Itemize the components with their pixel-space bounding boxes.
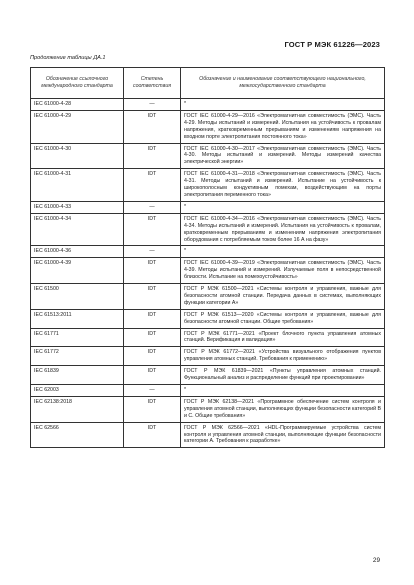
page-number: 29 — [372, 557, 380, 564]
title-cell: * — [181, 246, 385, 258]
degree-cell: IDT — [124, 328, 181, 347]
standard-cell: IEC 61839 — [31, 366, 124, 385]
standard-cell: IEC 61000-4-28 — [31, 99, 124, 111]
degree-cell: IDT — [124, 169, 181, 202]
standard-cell: IEC 62003 — [31, 385, 124, 397]
title-cell: ГОСТ Р МЭК 61771—2021 «Проект блочного пункта управления атомных станций. Верификация и валидация» — [181, 328, 385, 347]
degree-cell: — — [124, 99, 181, 111]
table-row — [31, 284, 385, 310]
table-row — [31, 258, 385, 284]
title-cell: * — [181, 99, 385, 111]
column-header-international-standard: Обозначение ссылочного международного стандарта — [31, 68, 124, 99]
standard-cell: IEC 61000-4-30 — [31, 143, 124, 169]
table-row — [31, 385, 385, 397]
standard-cell: IEC 61771 — [31, 328, 124, 347]
table-header-row — [31, 68, 385, 99]
column-header-national-standard: Обозначение и наименование соответствующего национального, межгосударственного стандарта — [181, 68, 385, 99]
standard-cell: IEC 61000-4-33 — [31, 201, 124, 213]
column-header-degree: Степень соответствия — [124, 68, 181, 99]
degree-cell: IDT — [124, 396, 181, 422]
degree-cell: IDT — [124, 347, 181, 366]
standard-cell: IEC 62566 — [31, 422, 124, 448]
degree-cell: IDT — [124, 110, 181, 143]
title-cell: ГОСТ IEC 61000-4-29—2016 «Электромагнитная совместимость (ЭМС). Часть 4-29. Методы испытаний и измерений. Испытания на устойчивость к провалам напряжения, кратковременным прерываниям и изменениям напряжения на входном порте электропитания постоянного тока» — [181, 110, 385, 143]
standard-cell: IEC 61000-4-36 — [31, 246, 124, 258]
reference-standards-table — [30, 67, 385, 448]
table-row — [31, 201, 385, 213]
degree-cell: IDT — [124, 366, 181, 385]
title-cell: ГОСТ Р МЭК 62566—2021 «HDL-Программируемые устройства систем контроля и управления атомной станции, выполняющие функции безопасности категории А. Требования к разработке» — [181, 422, 385, 448]
table-row — [31, 110, 385, 143]
standard-cell: IEC 61000-4-29 — [31, 110, 124, 143]
degree-cell: — — [124, 246, 181, 258]
table-row — [31, 309, 385, 328]
document-code: ГОСТ Р МЭК 61226—2023 — [284, 40, 380, 49]
table-row — [31, 328, 385, 347]
standard-cell: IEC 61000-4-31 — [31, 169, 124, 202]
table-row — [31, 422, 385, 448]
degree-cell: IDT — [124, 422, 181, 448]
degree-cell: IDT — [124, 213, 181, 246]
table-row — [31, 246, 385, 258]
standard-cell: IEC 62138:2018 — [31, 396, 124, 422]
table-row — [31, 169, 385, 202]
title-cell: ГОСТ Р МЭК 61772—2021 «Устройства визуального отображения пунктов управления атомных станций. Требования к применению» — [181, 347, 385, 366]
degree-cell: IDT — [124, 309, 181, 328]
degree-cell: IDT — [124, 143, 181, 169]
table-row — [31, 396, 385, 422]
table-body — [31, 99, 385, 448]
degree-cell: — — [124, 201, 181, 213]
standard-cell: IEC 61000-4-39 — [31, 258, 124, 284]
table-continuation-label: Продолжение таблицы ДА.1 — [30, 55, 106, 61]
standard-cell: IEC 61513:2011 — [31, 309, 124, 328]
standard-cell: IEC 61000-4-34 — [31, 213, 124, 246]
title-cell: ГОСТ Р МЭК 61839—2021 «Пункты управления атомных станций. Функциональный анализ и распределение функций при проектировании» — [181, 366, 385, 385]
title-cell: ГОСТ Р МЭК 61500—2021 «Системы контроля и управления, важные для безопасности атомной станции. Передача данных в системах, выполняющих функции категории А» — [181, 284, 385, 310]
standard-cell: IEC 61772 — [31, 347, 124, 366]
degree-cell: IDT — [124, 258, 181, 284]
title-cell: * — [181, 201, 385, 213]
title-cell: ГОСТ IEC 61000-4-31—2018 «Электромагнитная совместимость (ЭМС). Часть 4-31. Методы испытаний и измерений. Испытание на устойчивость к широкополосным кондуктивным помехам, воздействующим на порты электропитания переменного тока» — [181, 169, 385, 202]
title-cell: * — [181, 385, 385, 397]
degree-cell: — — [124, 385, 181, 397]
title-cell: ГОСТ Р МЭК 62138—2021 «Программное обеспечение систем контроля и управления атомной станции, выполняющих функции безопасности категорий В и С. Общие требования» — [181, 396, 385, 422]
table-row — [31, 99, 385, 111]
standard-cell: IEC 61500 — [31, 284, 124, 310]
table-row — [31, 366, 385, 385]
title-cell: ГОСТ IEC 61000-4-34—2016 «Электромагнитная совместимость (ЭМС). Часть 4-34. Методы испытаний и измерений. Испытания на устойчивость к провалам, кратковременным прерываниям и изменениям напряжения электропитания оборудования с потребляемым током более 16 А на фазу» — [181, 213, 385, 246]
table-row — [31, 347, 385, 366]
title-cell: ГОСТ Р МЭК 61513—2020 «Системы контроля и управления, важные для безопасности атомной станции. Общие требования» — [181, 309, 385, 328]
degree-cell: IDT — [124, 284, 181, 310]
title-cell: ГОСТ IEC 61000-4-30—2017 «Электромагнитная совместимость (ЭМС). Часть 4-30. Методы испытаний и измерений. Методы измерений качества электрической энергии» — [181, 143, 385, 169]
table-row — [31, 213, 385, 246]
title-cell: ГОСТ IEC 61000-4-39—2019 «Электромагнитная совместимость (ЭМС). Часть 4-39. Методы испытаний и измерений. Излучаемые поля в непосредственной близости. Испытание на помехоустойчивость» — [181, 258, 385, 284]
table-row — [31, 143, 385, 169]
